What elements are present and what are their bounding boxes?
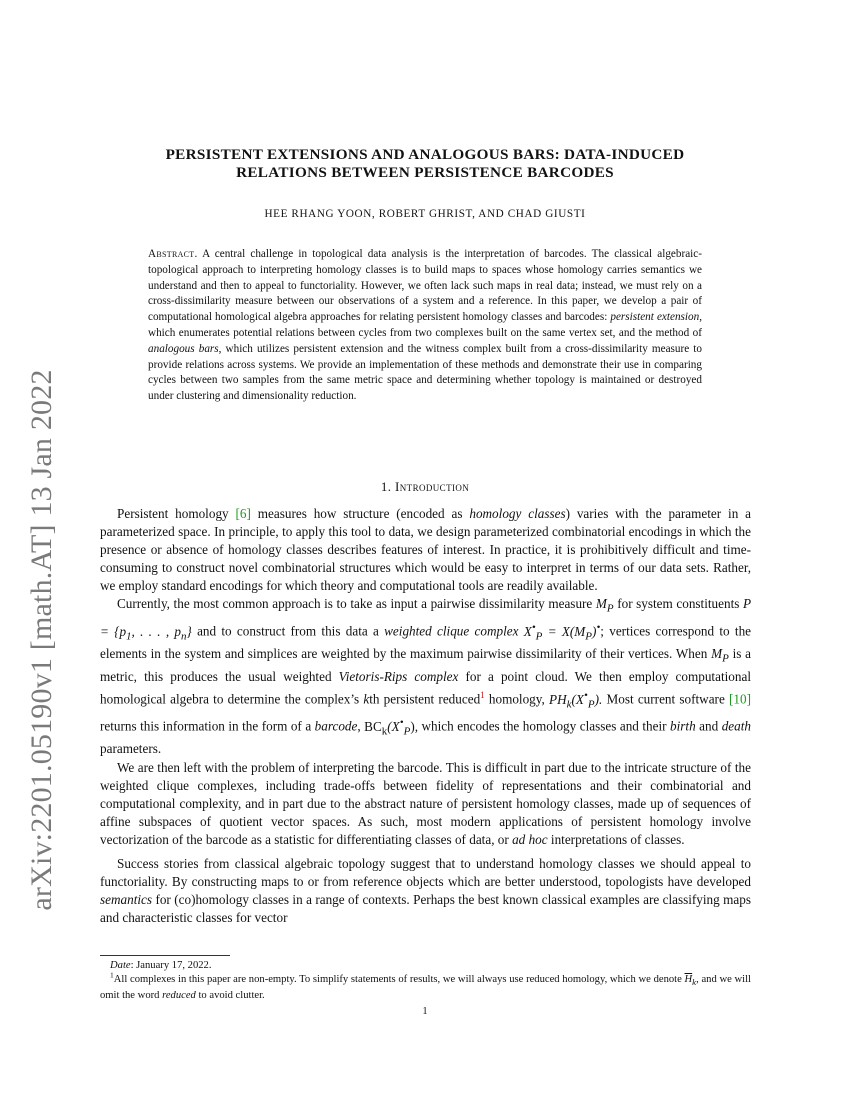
date-label: Date	[110, 960, 131, 971]
citation-6[interactable]: [6]	[235, 506, 251, 521]
math-set-open: P = {p	[100, 596, 752, 639]
footnote-mark-1[interactable]: 1	[480, 690, 485, 701]
p2-text-g: th persistent reduced	[369, 691, 481, 707]
p2-em-vietoris-rips: Vietoris-Rips complex	[338, 669, 459, 685]
math-ph-end: ).	[594, 691, 603, 707]
math-sup-bullet: •	[596, 621, 601, 634]
p1-text-b: measures how structure (encoded as	[257, 506, 463, 521]
math-bc-symbol: BC	[364, 718, 382, 734]
date-value: : January 17, 2022.	[130, 960, 212, 971]
math-sub-p: P	[535, 630, 543, 643]
body-text	[100, 505, 751, 927]
math-h-tilde: $\overline{H}$	[684, 974, 693, 985]
paragraph-3	[100, 759, 751, 849]
p1-text-c: ) varies with the parameter in a parameterized space. In principle, to apply this tool to data, we design parameterized combinatorial encodings in which the presence or absence of homology classes describes features of interest. In practice, it is prohibitively difficult and time-consuming to construct novel combinatorial structures which would be easy to interpret in terms of our data sets. Rather, we employ standard encodings for which theory and computational tools are readily available.	[100, 506, 752, 594]
p3-text-a: We are then left with the problem of interpreting the barcode. This is difficult in part due to the intricate structure of the weighted clique complexes, including trade-offs between fidelity of representations and their combinatorial and computational complexity, and in part due to the abstract nature of persistent homology classes, made up of sequences of affine subspaces of quotient vector spaces. As such, most modern applications of persistent homology involve vectorization of the barcode as a statistic for differentiating classes of data, or	[100, 759, 751, 847]
math-sup-bullet: •	[583, 689, 588, 702]
abstract	[148, 247, 702, 405]
abstract-label: Abstract.	[148, 248, 198, 260]
math-mp	[595, 596, 614, 616]
page-number: 1	[422, 1006, 428, 1017]
math-set-close: }	[186, 623, 192, 639]
math-sub-k: k	[566, 698, 572, 711]
math-m: M	[711, 646, 723, 662]
p2-text-l: which encodes the homology classes and their	[421, 718, 667, 734]
p2-text-c: and to construct from this data a	[197, 623, 379, 639]
math-ph-arg: (X	[571, 691, 584, 707]
paragraph-1	[100, 505, 751, 595]
math-sup-bullet: •	[531, 621, 536, 634]
p2-text-e: is a metric, this produces the usual weighted	[100, 646, 752, 685]
paper-title	[100, 146, 750, 182]
p2-text-h: homology,	[488, 691, 545, 707]
p2-text-a: Currently, the most common approach is to take as input a pairwise dissimilarity measure	[117, 596, 593, 612]
abstract-term-analogous-bars: analogous bars	[148, 342, 219, 355]
footnote-text-a: All complexes in this paper are non-empty. To simplify statements of results, we will always use reduced homology, which we denote	[113, 974, 682, 985]
math-eq: = X(M	[547, 623, 586, 639]
footnote-number: 1	[110, 970, 114, 980]
p3-text-b: interpretations of classes.	[550, 831, 685, 847]
p2-em-death: death	[721, 718, 751, 734]
section-number: 1.	[380, 479, 392, 494]
math-sub-p: P	[606, 603, 614, 616]
abstract-term-persistent-extension: persistent extension	[610, 311, 700, 324]
p1-text-a: Persistent homology	[117, 506, 229, 521]
abstract-text-3: , which utilizes persistent extension and the witness complex built from a cross-dissimilarity measure to provide relations across systems. We provide an implementation of these methods and demonstrate their use in comparing cycles between two samples from the same metric space and determining whether topology is maintained or destroyed under clustering and dimensionality reduction.	[148, 342, 703, 403]
math-bc	[364, 716, 419, 738]
footnote-1	[100, 970, 751, 1003]
math-bc-end: ),	[410, 718, 419, 734]
footnote-text-c: to avoid clutter.	[198, 990, 265, 1002]
math-set-dots: , . . . , p	[131, 623, 181, 639]
abstract-text-2: , which enumerates potential relations between cycles from two complexes built on the same vertex set, and the method of	[148, 311, 702, 339]
p2-text-i: Most current software	[606, 691, 725, 707]
math-ph	[549, 689, 603, 711]
arxiv-stamp	[0, 0, 60, 1100]
p2-text-j: returns this information in the form of a	[100, 718, 312, 734]
title-line-1: PERSISTENT EXTENSIONS AND ANALOGOUS BARS: DATA-INDUCED	[165, 146, 685, 163]
arxiv-identifier: arXiv:2201.05190v1 [math.AT] 13 Jan 2022	[25, 369, 58, 911]
p2-text-f: for a point cloud. We then employ computational homological algebra to determine the complex’s	[100, 669, 751, 707]
math-sub-p: P	[587, 698, 595, 711]
math-sub-p: P	[722, 652, 729, 665]
section-heading	[100, 479, 750, 495]
math-paren: )	[592, 623, 597, 639]
math-m: M	[595, 596, 607, 612]
p4-text-a: Success stories from classical algebraic topology suggest that to understand homology classes we should appeal to functoriality. By constructing maps to or from reference objects which are better understood, topologists have developed	[100, 855, 751, 890]
p2-text-d: ; vertices correspond to the elements in the system and simplices are weighted by the maximum pairwise dissimilarity of their vertices. When	[100, 623, 752, 662]
math-sub-p: P	[585, 630, 593, 643]
p2-em-barcode: barcode	[314, 718, 358, 734]
paragraph-2: Currently, the most common approach is to take as input a pairwise dissimilarity measure $M_P$ for system constituents $P = \{p_1$, . . . , $p_n$} and to construct from this data a weighted clique complex $X^•_P = X(M_P)^•$; vertices correspond to the elements in the system and simplices are weighted by the maximum pairwise dissimilarity of their vertices. When $M_P$ is a metric, this produces the usual weighted Vietoris-Rips complex for a point cloud. We then employ computational homological algebra to determine the complex’s kth persistent reduced$^1$ homology, $PH_k(X^•_P)$. Most current software [10] returns this information in the form of a barcode, $BC_k(X^•_P)$, which encodes the homology classes and their birth and death parameters.	[100, 596, 752, 757]
p2-text-b: for system constituents	[617, 596, 740, 612]
footnotes	[100, 959, 751, 1003]
citation-10[interactable]: [10]	[729, 691, 751, 707]
date-footnote	[100, 959, 751, 973]
math-sub-k: k	[381, 725, 388, 738]
p2-em-weighted-clique-complex: weighted clique complex	[384, 623, 519, 639]
section-title: Introduction	[395, 479, 470, 494]
math-sub-n: n	[181, 630, 187, 643]
p2-text-m: and	[699, 718, 719, 734]
math-xp-def	[523, 621, 601, 643]
p3-em-ad-hoc: ad hoc	[512, 831, 548, 847]
paragraph-4	[100, 855, 751, 927]
math-sub-1: 1	[126, 630, 132, 643]
math-sub-p: P	[403, 725, 411, 738]
p4-em-semantics: semantics	[100, 892, 153, 908]
abstract-text-1: A central challenge in topological data analysis is the interpretation of barcodes. The classical algebraic-topological approach to interpreting homology classes is to build maps to spaces whose homology carries semantics we understand and then to appeal to functoriality. However, we often lack such maps in real data; instead, we must rely on a cross-dissimilarity measure between our observations of a system and a reference. In this paper, we develop a pair of computational homological algebra approaches for relating persistent homology classes and barcodes:	[148, 248, 702, 324]
p4-text-b: for (co)homology classes in a range of contexts. Perhaps the best known classical examples are classifying maps and characteristic classes for vector	[100, 892, 751, 926]
math-sup-bullet: •	[399, 716, 404, 729]
math-x: X	[523, 623, 532, 639]
p2-text-n: parameters.	[100, 741, 162, 757]
math-bc-arg: (X	[387, 718, 400, 734]
math-ph-symbol: PH	[549, 691, 567, 707]
footnote-em-reduced: reduced	[162, 990, 196, 1002]
math-k: k	[363, 691, 370, 707]
math-sub-k: k	[692, 977, 697, 988]
footnote-text-b: , and we will omit the word	[100, 974, 751, 1002]
title-line-2: RELATIONS BETWEEN PERSISTENCE BARCODES	[236, 164, 614, 181]
footnote-divider	[100, 955, 230, 956]
math-reduced-h	[684, 974, 697, 988]
math-mp-2	[711, 646, 729, 665]
p2-em-birth: birth	[670, 718, 696, 734]
p1-em-homology-classes: homology classes	[469, 506, 566, 521]
author-list: HEE RHANG YOON, ROBERT GHRIST, AND CHAD GIUSTI	[264, 208, 586, 220]
